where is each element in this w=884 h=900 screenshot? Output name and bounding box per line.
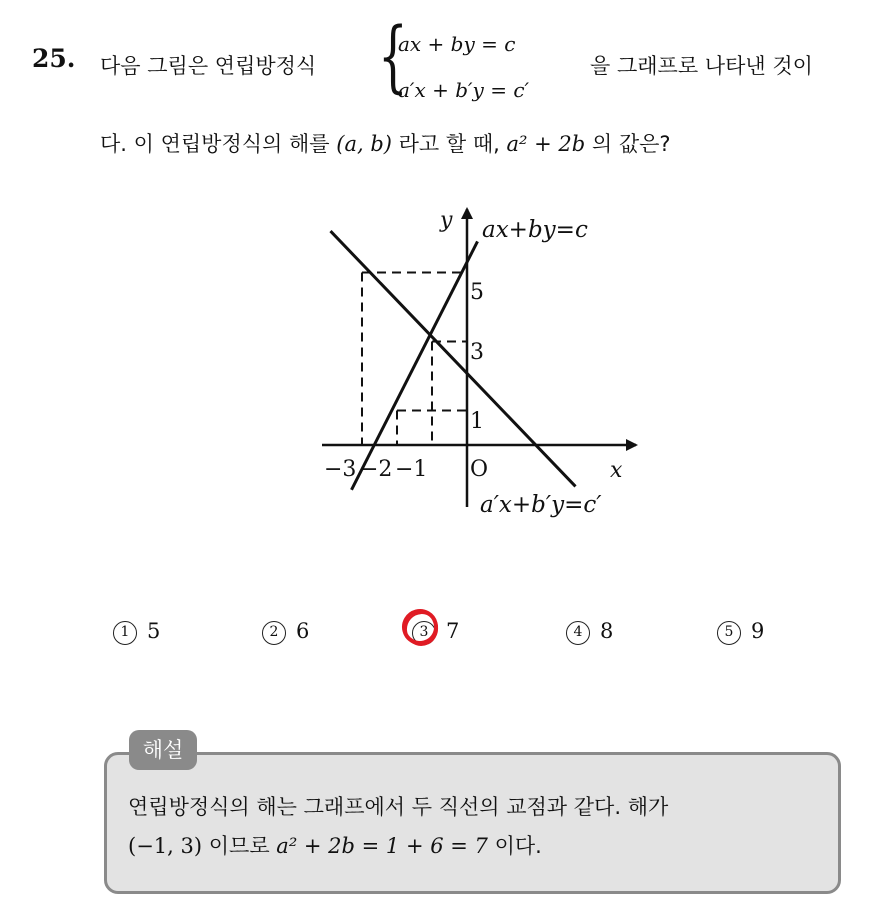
solution-pair: (a, b): [336, 132, 392, 156]
line1-label: ax+by=c: [482, 217, 588, 243]
solution-end: 이다.: [494, 834, 542, 858]
question-line2-a: 다. 이 연립방정식의 해를: [100, 132, 330, 156]
coordinate-graph: [300, 195, 660, 525]
y-axis-label: y: [440, 208, 453, 233]
choice-number: 3: [412, 621, 436, 645]
choice-1[interactable]: [113, 619, 160, 645]
choice-value: 7: [446, 619, 460, 643]
x-tick-label: −2: [360, 457, 393, 482]
line2-label: a′x+b′y=c′: [480, 492, 602, 518]
question-line2: [100, 128, 671, 158]
solution-line1: 연립방정식의 해는 그래프에서 두 직선의 교점과 같다. 해가: [128, 795, 669, 819]
solution-pair: (−1, 3): [128, 834, 203, 858]
solution-line2: [128, 830, 542, 860]
choice-number: 2: [262, 621, 286, 645]
equation-1: ax + by = c: [398, 32, 516, 56]
choice-number: 5: [717, 621, 741, 645]
choice-value: 8: [600, 619, 614, 643]
choice-value: 9: [751, 619, 765, 643]
question-text-part1: 다음 그림은 연립방정식: [100, 54, 317, 78]
y-tick-label: 5: [470, 280, 484, 305]
question-number: 25.: [32, 44, 76, 73]
choice-2[interactable]: [262, 619, 309, 645]
expression: a² + 2b: [506, 132, 586, 156]
solution-mid: 이므로: [208, 834, 270, 858]
question-line2-b: 라고 할 때,: [398, 132, 500, 156]
choice-value: 5: [147, 619, 161, 643]
x-tick-label: −3: [324, 457, 357, 482]
choice-5[interactable]: [717, 619, 764, 645]
choice-number: 4: [566, 621, 590, 645]
y-tick-label: 3: [470, 340, 484, 365]
x-tick-label: −1: [395, 457, 428, 482]
solution-tag: 해설: [129, 730, 197, 770]
choice-value: 6: [296, 619, 310, 643]
choice-number: 1: [113, 621, 137, 645]
solution-box: [104, 752, 841, 894]
solution-expression: a² + 2b = 1 + 6 = 7: [276, 834, 488, 858]
choice-4[interactable]: [566, 619, 613, 645]
question-line2-c: 의 값은?: [591, 132, 671, 156]
origin-label: O: [470, 457, 489, 482]
line-a-prime-x-b-prime-y-c-prime: [331, 231, 576, 486]
system-brace: {: [378, 12, 408, 102]
equation-2: a′x + b′y = c′: [398, 78, 530, 102]
x-axis-label: x: [610, 458, 623, 483]
y-tick-label: 1: [470, 409, 484, 434]
question-text-part2: 을 그래프로 나타낸 것이: [590, 54, 813, 78]
